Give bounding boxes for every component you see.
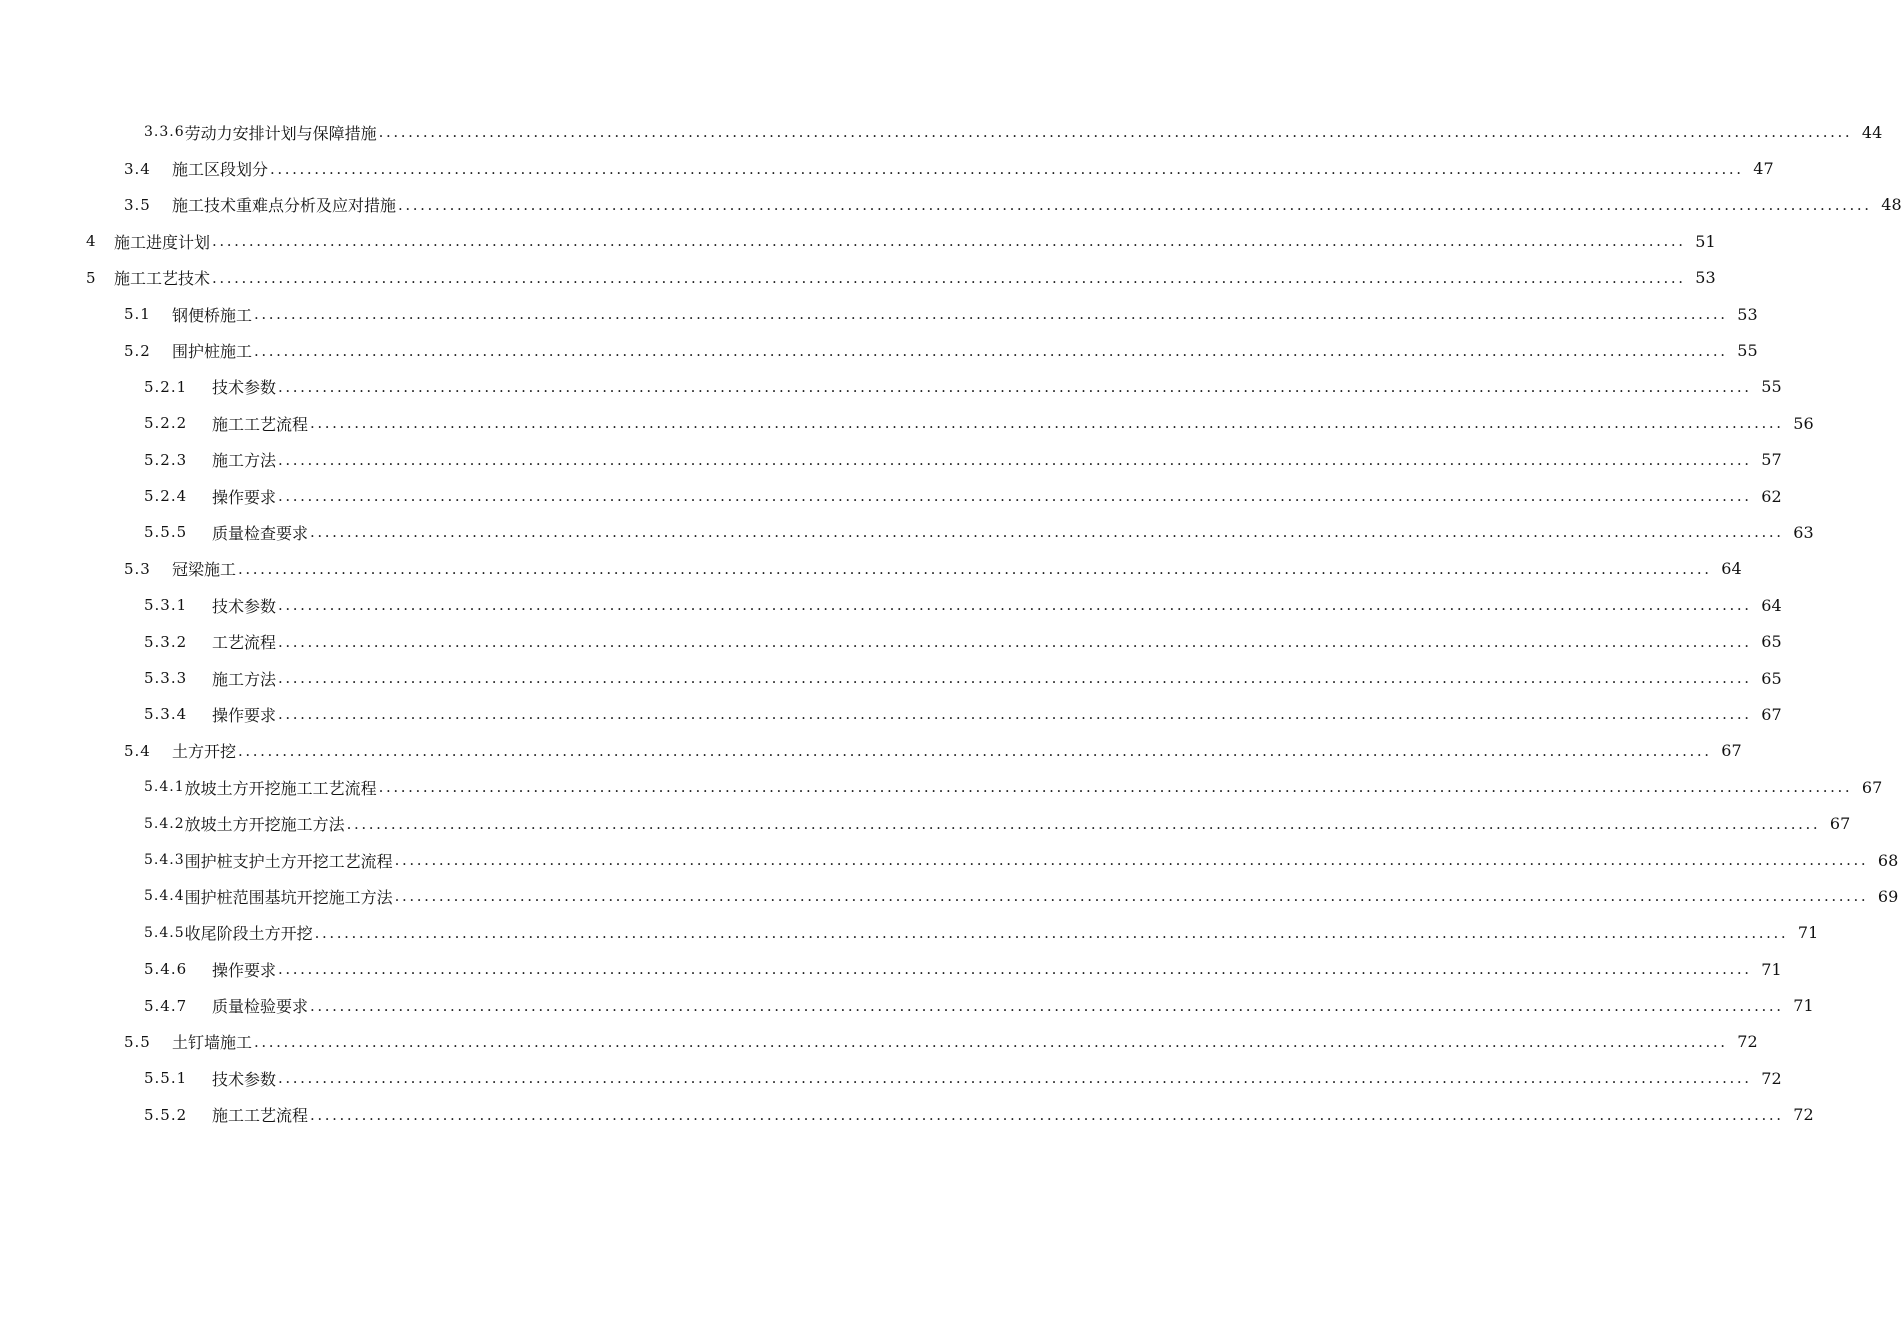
toc-entry-page-number: 71 bbox=[1797, 923, 1819, 943]
toc-entry-title: 技术参数 bbox=[212, 378, 277, 398]
toc-entry[interactable] bbox=[0, 223, 1716, 259]
toc-entry-page-number: 51 bbox=[1695, 231, 1716, 251]
toc-leader-dots: ........................................................................................................................................................................................................ bbox=[254, 1032, 1728, 1051]
toc-entry-title: 施工区段划分 bbox=[172, 160, 269, 180]
toc-entry-page-number: 48 bbox=[1881, 195, 1902, 215]
toc-entry[interactable] bbox=[0, 842, 1899, 878]
toc-entry-number: 5.3.2 bbox=[144, 632, 188, 651]
toc-entry-number: 5.2.2 bbox=[144, 414, 188, 433]
toc-entry-number: 4 bbox=[86, 232, 97, 251]
toc-entry-number: 5.4.2 bbox=[144, 815, 185, 832]
toc-leader-dots: ........................................................................................................................................................................................................ bbox=[270, 159, 1744, 178]
toc-entry-title: 质量检验要求 bbox=[212, 997, 309, 1017]
toc-entry-page-number: 72 bbox=[1793, 1105, 1814, 1125]
toc-leader-dots: ........................................................................................................................................................................................................ bbox=[278, 450, 1752, 469]
toc-entry[interactable] bbox=[0, 187, 1902, 223]
toc-leader-dots: ........................................................................................................................................................................................................ bbox=[378, 123, 1853, 142]
toc-leader-dots: ........................................................................................................................................................................................................ bbox=[278, 596, 1752, 615]
toc-entry[interactable] bbox=[0, 150, 1774, 186]
toc-leader-dots: ........................................................................................................................................................................................................ bbox=[394, 851, 1869, 869]
toc-leader-dots: ........................................................................................................................................................................................................ bbox=[310, 1105, 1784, 1124]
toc-leader-dots: ........................................................................................................................................................................................................ bbox=[310, 523, 1784, 542]
toc-entry[interactable] bbox=[0, 260, 1716, 296]
toc-entry-title: 施工工艺流程 bbox=[212, 414, 309, 434]
toc-entry-page-number: 72 bbox=[1737, 1032, 1758, 1052]
toc-entry[interactable] bbox=[0, 514, 1814, 550]
toc-entry-number: 5.5.1 bbox=[144, 1069, 188, 1088]
toc-entry-page-number: 62 bbox=[1761, 486, 1782, 506]
toc-entry-number: 5.5.2 bbox=[144, 1105, 188, 1124]
toc-entry-title: 土钉墙施工 bbox=[172, 1033, 253, 1053]
toc-entry-page-number: 67 bbox=[1721, 741, 1742, 761]
toc-entry-title: 围护桩支护土方开挖工艺流程 bbox=[184, 851, 393, 871]
toc-entry[interactable] bbox=[0, 915, 1819, 951]
toc-leader-dots: ........................................................................................................................................................................................................ bbox=[314, 923, 1789, 942]
toc-entry-page-number: 67 bbox=[1761, 704, 1782, 724]
toc-leader-dots: ........................................................................................................................................................................................................ bbox=[238, 741, 1712, 760]
toc-entry[interactable] bbox=[0, 1060, 1782, 1096]
toc-entry[interactable] bbox=[0, 878, 1899, 914]
toc-entry[interactable] bbox=[0, 296, 1758, 332]
toc-entry-title: 施工进度计划 bbox=[114, 232, 211, 252]
toc-entry-number: 5.2 bbox=[124, 341, 151, 360]
table-of-contents bbox=[0, 114, 1902, 1133]
toc-entry-page-number: 55 bbox=[1737, 341, 1758, 361]
toc-entry-number: 5.2.1 bbox=[144, 377, 188, 396]
toc-entry-page-number: 53 bbox=[1737, 304, 1758, 324]
toc-entry-number: 5.4.6 bbox=[144, 960, 188, 979]
toc-entry-page-number: 71 bbox=[1761, 959, 1782, 979]
toc-entry-number: 5.3.4 bbox=[144, 705, 188, 724]
toc-entry-number: 5.4 bbox=[124, 741, 151, 760]
toc-entry-page-number: 72 bbox=[1761, 1068, 1782, 1088]
toc-entry-page-number: 65 bbox=[1761, 632, 1782, 652]
toc-entry-page-number: 64 bbox=[1761, 595, 1782, 615]
toc-entry-number: 5.3.1 bbox=[144, 596, 188, 615]
toc-entry-number: 5.4.1 bbox=[144, 779, 185, 796]
toc-entry[interactable] bbox=[0, 987, 1814, 1023]
toc-entry-title: 围护桩施工 bbox=[172, 342, 253, 362]
toc-leader-dots: ........................................................................................................................................................................................................ bbox=[310, 996, 1784, 1015]
toc-entry-number: 5.5.5 bbox=[144, 523, 188, 542]
toc-entry[interactable] bbox=[0, 769, 1883, 805]
toc-entry-title: 操作要求 bbox=[212, 960, 277, 980]
toc-entry-page-number: 71 bbox=[1793, 996, 1814, 1016]
toc-entry-page-number: 55 bbox=[1761, 377, 1782, 397]
toc-entry-title: 施工工艺技术 bbox=[114, 269, 211, 289]
toc-entry-number: 5.3 bbox=[124, 559, 151, 578]
toc-entry-number: 5.2.4 bbox=[144, 487, 188, 506]
toc-entry-title: 劳动力安排计划与保障措施 bbox=[184, 123, 377, 143]
toc-entry[interactable] bbox=[0, 587, 1782, 623]
toc-entry[interactable] bbox=[0, 1097, 1814, 1133]
toc-leader-dots: ........................................................................................................................................................................................................ bbox=[278, 487, 1752, 506]
toc-entry[interactable] bbox=[0, 478, 1782, 514]
toc-entry-number: 5.1 bbox=[124, 305, 151, 324]
toc-entry-number: 5.4.5 bbox=[144, 924, 185, 941]
toc-leader-dots: ........................................................................................................................................................................................................ bbox=[278, 632, 1752, 651]
toc-entry-number: 3.5 bbox=[124, 195, 151, 214]
toc-entry-number: 5 bbox=[86, 268, 97, 287]
toc-entry-title: 工艺流程 bbox=[212, 633, 277, 653]
toc-entry[interactable] bbox=[0, 1024, 1758, 1060]
toc-entry-page-number: 65 bbox=[1761, 668, 1782, 688]
toc-entry-title: 收尾阶段土方开挖 bbox=[184, 924, 313, 944]
toc-entry[interactable] bbox=[0, 623, 1782, 659]
toc-entry[interactable] bbox=[0, 114, 1883, 150]
toc-leader-dots: ........................................................................................................................................................................................................ bbox=[278, 377, 1752, 396]
toc-entry-title: 技术参数 bbox=[212, 596, 277, 616]
toc-entry-title: 施工技术重难点分析及应对措施 bbox=[172, 196, 397, 216]
toc-entry-title: 质量检查要求 bbox=[212, 523, 309, 543]
toc-entry-page-number: 47 bbox=[1753, 159, 1774, 179]
toc-entry[interactable] bbox=[0, 369, 1782, 405]
toc-leader-dots: ........................................................................................................................................................................................................ bbox=[238, 559, 1712, 578]
toc-entry-page-number: 57 bbox=[1761, 450, 1782, 470]
toc-entry-title: 施工方法 bbox=[212, 669, 277, 689]
toc-entry-title: 土方开挖 bbox=[172, 742, 237, 762]
toc-entry-number: 5.4.7 bbox=[144, 996, 188, 1015]
toc-leader-dots: ........................................................................................................................................................................................................ bbox=[398, 195, 1872, 214]
toc-entry-number: 3.4 bbox=[124, 159, 151, 178]
toc-entry[interactable] bbox=[0, 442, 1782, 478]
toc-entry-title: 技术参数 bbox=[212, 1069, 277, 1089]
toc-leader-dots: ........................................................................................................................................................................................................ bbox=[278, 705, 1752, 724]
toc-entry-page-number: 63 bbox=[1793, 522, 1814, 542]
toc-entry[interactable] bbox=[0, 805, 1851, 841]
toc-leader-dots: ........................................................................................................................................................................................................ bbox=[212, 268, 1686, 287]
toc-entry-page-number: 68 bbox=[1877, 850, 1899, 870]
toc-entry-title: 钢便桥施工 bbox=[172, 305, 253, 325]
toc-leader-dots: ........................................................................................................................................................................................................ bbox=[378, 778, 1853, 797]
toc-entry-page-number: 44 bbox=[1861, 122, 1883, 142]
toc-entry-page-number: 53 bbox=[1695, 268, 1716, 288]
toc-entry-page-number: 67 bbox=[1861, 777, 1883, 797]
toc-leader-dots: ........................................................................................................................................................................................................ bbox=[346, 814, 1821, 833]
toc-entry-number: 5.3.3 bbox=[144, 669, 188, 688]
toc-leader-dots: ........................................................................................................................................................................................................ bbox=[278, 669, 1752, 688]
toc-leader-dots: ........................................................................................................................................................................................................ bbox=[310, 414, 1784, 433]
toc-entry-title: 操作要求 bbox=[212, 705, 277, 725]
toc-entry-number: 3.3.6 bbox=[144, 124, 185, 141]
toc-entry-number: 5.4.3 bbox=[144, 852, 185, 868]
toc-leader-dots: ........................................................................................................................................................................................................ bbox=[394, 887, 1869, 906]
toc-entry-title: 冠梁施工 bbox=[172, 560, 237, 580]
toc-entry-title: 放坡土方开挖施工工艺流程 bbox=[184, 778, 377, 798]
toc-leader-dots: ........................................................................................................................................................................................................ bbox=[278, 960, 1752, 979]
toc-entry-page-number: 69 bbox=[1877, 886, 1899, 906]
toc-entry[interactable] bbox=[0, 696, 1782, 732]
toc-entry-number: 5.4.4 bbox=[144, 888, 185, 905]
toc-entry-page-number: 64 bbox=[1721, 559, 1742, 579]
toc-entry-page-number: 56 bbox=[1793, 413, 1814, 433]
toc-entry-number: 5.5 bbox=[124, 1032, 151, 1051]
toc-entry[interactable] bbox=[0, 951, 1782, 987]
toc-entry-page-number: 67 bbox=[1829, 814, 1851, 834]
toc-leader-dots: ........................................................................................................................................................................................................ bbox=[278, 1069, 1752, 1088]
toc-entry[interactable] bbox=[0, 733, 1742, 769]
toc-entry[interactable] bbox=[0, 332, 1758, 368]
toc-entry-title: 围护桩范围基坑开挖施工方法 bbox=[184, 887, 393, 907]
toc-leader-dots: ........................................................................................................................................................................................................ bbox=[212, 232, 1686, 251]
toc-leader-dots: ........................................................................................................................................................................................................ bbox=[254, 305, 1728, 324]
toc-entry-title: 操作要求 bbox=[212, 487, 277, 507]
toc-entry-title: 施工工艺流程 bbox=[212, 1106, 309, 1126]
toc-entry[interactable] bbox=[0, 551, 1742, 587]
toc-entry[interactable] bbox=[0, 405, 1814, 441]
toc-leader-dots: ........................................................................................................................................................................................................ bbox=[254, 341, 1728, 360]
toc-entry[interactable] bbox=[0, 660, 1782, 696]
toc-entry-title: 放坡土方开挖施工方法 bbox=[184, 815, 345, 835]
toc-entry-title: 施工方法 bbox=[212, 451, 277, 471]
toc-entry-number: 5.2.3 bbox=[144, 450, 188, 469]
